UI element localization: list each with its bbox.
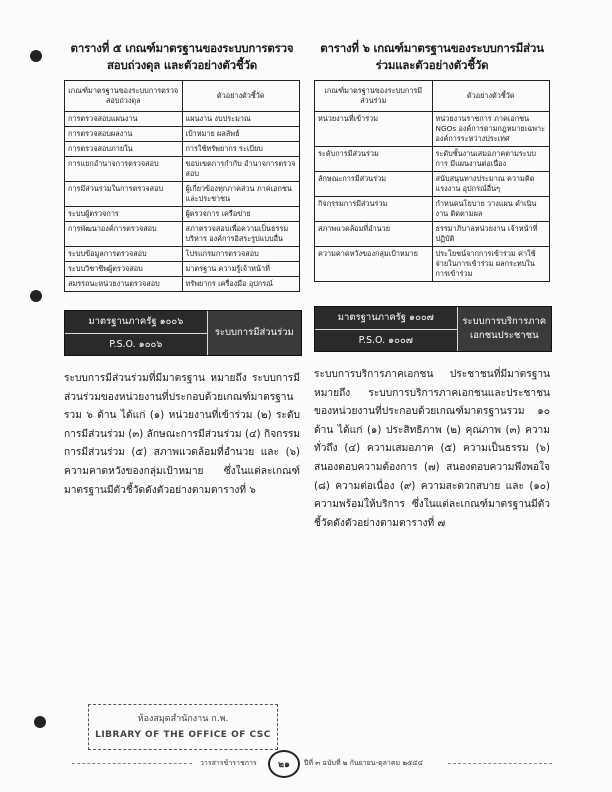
binding-hole-mark [30, 50, 42, 62]
header-criteria: เกณฑ์มาตรฐานของระบบการตรวจสอบถ่วงดุล [65, 81, 183, 112]
table-5-title: ตารางที่ ๕ เกณฑ์มาตรฐานของระบบการตรวจสอบถ่วงดุล และตัวอย่างตัวชี้วัด [70, 41, 294, 72]
standard-code-block [315, 307, 457, 351]
header-indicator: ตัวอย่างตัวชี้วัด [432, 81, 550, 112]
footer-rule-right [448, 763, 552, 764]
header-criteria: เกณฑ์มาตรฐานของระบบการมีส่วนร่วม [315, 81, 433, 112]
standard-code: มาตรฐานภาครัฐ ๑๐๐๖ [65, 311, 207, 334]
stamp-english-text: LIBRARY OF THE OFFICE OF CSC [95, 730, 271, 740]
indicator-cell: หน่วยงานราชการ ภาคเอกชน NGOs องค์การตามกฎหมายเฉพาะ องค์การระหว่างประเทศ [432, 112, 550, 147]
standard-code: มาตรฐานภาครัฐ ๑๐๐๗ [315, 307, 457, 330]
indicator-cell: มาตรฐาน ความรู้เจ้าหน้าที่ [182, 262, 300, 277]
table-row [65, 262, 300, 277]
criteria-cell: ระบบวิชาชีพผู้ตรวจสอบ [65, 262, 183, 277]
indicator-cell: สภาตรวจสอบเพื่อความเป็นธรรม บริหาร องค์การอิสระรูปแบบอื่น [182, 222, 300, 247]
page-footer [72, 756, 552, 770]
table-row [315, 147, 550, 172]
table-row [65, 142, 300, 157]
table-row [65, 222, 300, 247]
table-row [65, 157, 300, 182]
pso-code: P.S.O. ๑๐๐๗ [315, 330, 457, 352]
stamp-thai-text: ห้องสมุดสำนักงาน ก.พ. [137, 714, 229, 724]
criteria-cell: การตรวจสอบภายใน [65, 142, 183, 157]
table-row [65, 207, 300, 222]
standard-name: ระบบการมีส่วนร่วม [207, 311, 301, 355]
criteria-cell: ความคาดหวังของกลุ่มเป้าหมาย [315, 247, 433, 282]
table-row [65, 247, 300, 262]
table-row [315, 247, 550, 282]
table-row [315, 197, 550, 222]
standard-code-block [65, 311, 207, 355]
library-stamp [88, 704, 278, 750]
standard-box-1007 [314, 306, 552, 352]
criteria-cell: สภาพแวดล้อมที่อำนวย [315, 222, 433, 247]
indicator-cell: ระดับชั้นงานเสมอภาคตามระบบการ มีแผนงานต่อเนื่อง [432, 147, 550, 172]
body-paragraph: ระบบการบริการภาคเอกชน ประชาชนที่มีมาตรฐาน หมายถึง ระบบการบริการภาคเอกชนและประชาชนของหน่วยงานที่ประกอบด้วยเกณฑ์มาตรฐานรวม ๑๐ ด้าน ได้แก่ (๑) ประสิทธิภาพ (๒) คุณภาพ (๓) ความทั่วถึง (๔) ความเสมอภาค (๕) ความเป็นธรรม (๖) สนองตอบความต้องการ (๗) สนองตอบความพึงพอใจ (๘) ความต่อเนื่อง (๙) ความสะดวกสบาย และ (๑๐) ความพร้อมให้บริการ ซึ่งในแต่ละเกณฑ์มาตรฐานมีตัวชี้วัดดังตัวอย่างตามตารางที่ ๗ [314, 369, 550, 529]
indicator-cell: ประโยชน์จากการเข้าร่วม ค่าใช้จ่ายในการเข้าร่วม ผลกระทบในการเข้าร่วม [432, 247, 550, 282]
criteria-cell: สมรรถนะหน่วยงานตรวจสอบ [65, 277, 183, 292]
table-row [65, 112, 300, 127]
indicator-cell: ผู้ตรวจการ เครือข่าย [182, 207, 300, 222]
table-row [315, 112, 550, 147]
criteria-cell: การตรวจสอบแผนงาน [65, 112, 183, 127]
binding-hole-mark [30, 290, 42, 302]
criteria-cell: กิจกรรมการมีส่วนร่วม [315, 197, 433, 222]
table-5 [64, 80, 300, 292]
table-row [65, 182, 300, 207]
indicator-cell: ธรรมาภิบาลหน่วยงาน เจ้าหน้าที่ ปฏิบัติ [432, 222, 550, 247]
indicator-cell: กำหนดนโยบาย วางแผน ดำเนินงาน ติดตามผล [432, 197, 550, 222]
standard-name: ระบบการบริการภาคเอกชนประชาชน [457, 307, 551, 351]
criteria-cell: ระบบผู้ตรวจการ [65, 207, 183, 222]
table-6 [314, 80, 550, 282]
indicator-cell: ขอบเขตการกำกับ อำนาจการตรวจสอบ [182, 157, 300, 182]
indicator-cell: ทรัพยากร เครื่องมือ อุปกรณ์ [182, 277, 300, 292]
table-header-row [65, 81, 300, 112]
indicator-cell: เป้าหมาย ผลลัพธ์ [182, 127, 300, 142]
standard-box-1006 [64, 310, 302, 356]
pso-code: P.S.O. ๑๐๐๖ [65, 334, 207, 356]
indicator-cell: การใช้ทรัพยากร ระเบียบ [182, 142, 300, 157]
table-row [65, 127, 300, 142]
criteria-cell: การตรวจสอบผลงาน [65, 127, 183, 142]
indicator-cell: สนับสนุนทางประมาณ ความคิด แรงงาน อุปกรณ์อื่นๆ [432, 172, 550, 197]
indicator-cell: ผู้เกี่ยวข้องทุกภาคส่วน ภาคเอกชนและประชาชน [182, 182, 300, 207]
binding-hole-mark [34, 716, 46, 728]
body-paragraph: ระบบการมีส่วนร่วมที่มีมาตรฐาน หมายถึง ระบบการมีส่วนร่วมของหน่วยงานที่ประกอบด้วยเกณฑ์มาตรฐานรวม ๖ ด้าน ได้แก่ (๑) หน่วยงานที่เข้าร่วม (๒) ระดับการมีส่วนร่วม (๓) ลักษณะการมีส่วนร่วม (๔) กิจกรรมการมีส่วนร่วม (๕) สภาพแวดล้อมที่อำนวย และ (๖) ความคาดหวังของกลุ่มเป้าหมาย ซึ่งในแต่ละเกณฑ์มาตรฐานมีตัวชี้วัดดังตัวอย่างตามตารางที่ ๖ [64, 373, 300, 496]
criteria-cell: การพัฒนาองค์การตรวจสอบ [65, 222, 183, 247]
footer-rule-left [72, 763, 192, 764]
left-column [62, 40, 302, 500]
criteria-cell: ลักษณะการมีส่วนร่วม [315, 172, 433, 197]
table-6-title: ตารางที่ ๖ เกณฑ์มาตรฐานของระบบการมีส่วนร่วมและตัวอย่างตัวชี้วัด [320, 41, 544, 72]
table-header-row [315, 81, 550, 112]
page-number: ๒๑ [268, 750, 300, 778]
table-row [315, 172, 550, 197]
indicator-cell: โปรแกรมการตรวจสอบ [182, 247, 300, 262]
publication-name: วารสารข้าราชการ [200, 759, 257, 767]
indicator-cell: แผนงาน งบประมาณ [182, 112, 300, 127]
table-row [65, 277, 300, 292]
right-column [312, 40, 552, 533]
criteria-cell: ระบบข้อมูลการตรวจสอบ [65, 247, 183, 262]
criteria-cell: ระดับการมีส่วนร่วม [315, 147, 433, 172]
criteria-cell: หน่วยงานที่เข้าร่วม [315, 112, 433, 147]
table-row [315, 222, 550, 247]
criteria-cell: การมีส่วนร่วมในการตรวจสอบ [65, 182, 183, 207]
criteria-cell: การแยกอำนาจการตรวจสอบ [65, 157, 183, 182]
header-indicator: ตัวอย่างตัวชี้วัด [182, 81, 300, 112]
issue-info: ปีที่ ๓ ฉบับที่ ๒ กันยายน-ตุลาคม ๒๕๔๔ [304, 759, 423, 767]
